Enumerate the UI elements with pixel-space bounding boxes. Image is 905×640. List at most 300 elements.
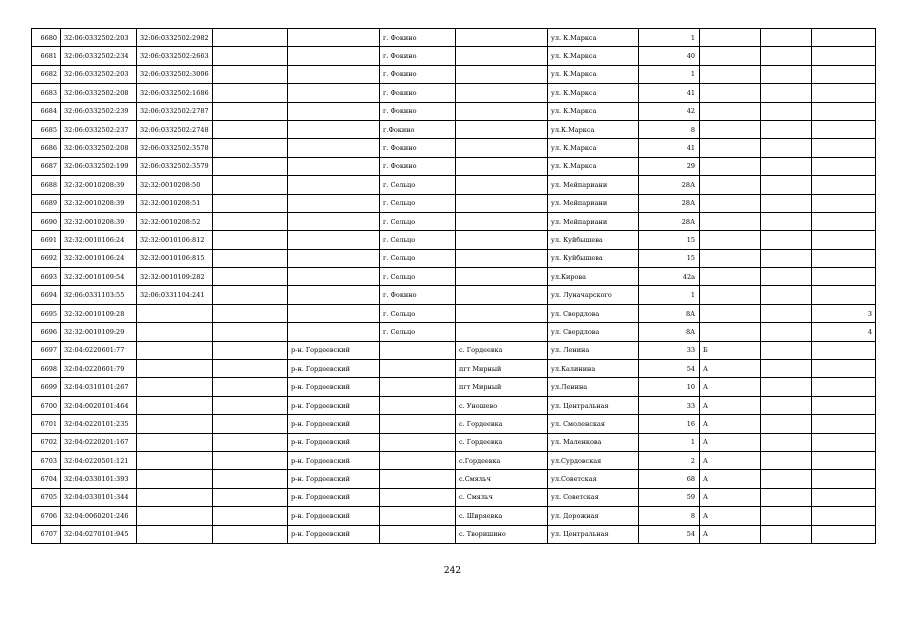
cell-city: г. Фокино: [380, 84, 456, 102]
cell-house-number: 59: [639, 488, 700, 506]
cell-sub-cadastral-number: [137, 360, 213, 378]
cell-sub-cadastral-number: 32:06:0331104:241: [137, 286, 213, 304]
cell-settlement: [456, 304, 548, 322]
cell-house-number: 1: [639, 286, 700, 304]
cell-building-letter: [700, 176, 761, 194]
cell-settlement: с. Гордеевка: [456, 415, 548, 433]
cell-settlement: с.Гордеевка: [456, 451, 548, 469]
cell-building-letter: [700, 157, 761, 175]
cell-sub-cadastral-number: 32:06:0332502:3006: [137, 65, 213, 83]
cell-sub-cadastral-number: [137, 488, 213, 506]
cell-cadastral-number: 32:04:0060201:246: [61, 507, 137, 525]
cell-sub-cadastral-number: 32:32:0010106:812: [137, 231, 213, 249]
cell-building-letter: [700, 84, 761, 102]
cell-street: ул. Свердлова: [548, 323, 639, 341]
cell-row-number: 6687: [32, 157, 61, 175]
cell-settlement: [456, 65, 548, 83]
cell-city: [380, 378, 456, 396]
cell-city: [380, 341, 456, 359]
cell-sub-cadastral-number: 32:32:0010208:50: [137, 176, 213, 194]
cell-district: [288, 84, 380, 102]
cell-sub-cadastral-number: 32:06:0332502:1686: [137, 84, 213, 102]
cell-apartment: [812, 157, 876, 175]
cell-street: ул. Куйбышева: [548, 231, 639, 249]
cell-building-letter: [700, 323, 761, 341]
cell-extra: [761, 29, 812, 47]
cell-extra: [761, 102, 812, 120]
cell-row-number: 6698: [32, 360, 61, 378]
cell-building-letter: [700, 139, 761, 157]
cell-sub-cadastral-number: 32:32:0010106:815: [137, 249, 213, 267]
cell-building-letter: [700, 65, 761, 83]
cell-region: [213, 396, 288, 414]
cell-building-letter: А: [700, 378, 761, 396]
cell-extra: [761, 139, 812, 157]
cell-street: ул. Мейпариани: [548, 176, 639, 194]
cell-cadastral-number: 32:04:0310101:267: [61, 378, 137, 396]
cell-city: г. Сельцо: [380, 323, 456, 341]
cell-district: [288, 65, 380, 83]
table-row: [32, 120, 876, 138]
cell-sub-cadastral-number: 32:32:0010208:52: [137, 212, 213, 230]
cell-settlement: пгт Мирный: [456, 360, 548, 378]
cell-building-letter: А: [700, 507, 761, 525]
cell-city: г. Сельцо: [380, 176, 456, 194]
cell-city: г. Фокино: [380, 47, 456, 65]
cell-sub-cadastral-number: [137, 304, 213, 322]
cell-cadastral-number: 32:32:0010208:39: [61, 176, 137, 194]
cell-cadastral-number: 32:04:0220601:79: [61, 360, 137, 378]
cell-city: г. Сельцо: [380, 212, 456, 230]
cell-cadastral-number: 32:04:0020101:464: [61, 396, 137, 414]
cell-row-number: 6683: [32, 84, 61, 102]
cell-row-number: 6696: [32, 323, 61, 341]
cell-house-number: 1: [639, 433, 700, 451]
cell-district: [288, 139, 380, 157]
cell-sub-cadastral-number: [137, 525, 213, 543]
cell-extra: [761, 249, 812, 267]
table-row: [32, 212, 876, 230]
cell-extra: [761, 525, 812, 543]
cell-extra: [761, 65, 812, 83]
cell-row-number: 6699: [32, 378, 61, 396]
table-row: [32, 139, 876, 157]
cell-apartment: [812, 451, 876, 469]
cell-region: [213, 341, 288, 359]
cell-district: [288, 231, 380, 249]
cell-building-letter: [700, 120, 761, 138]
cell-row-number: 6701: [32, 415, 61, 433]
cell-row-number: 6688: [32, 176, 61, 194]
table-row: [32, 488, 876, 506]
cell-sub-cadastral-number: 32:32:0010208:51: [137, 194, 213, 212]
cell-street: ул.Калинина: [548, 360, 639, 378]
cell-street: ул. Смоленская: [548, 415, 639, 433]
cell-house-number: 33: [639, 341, 700, 359]
cell-sub-cadastral-number: 32:06:0332502:2982: [137, 29, 213, 47]
cell-building-letter: [700, 29, 761, 47]
cell-street: ул. Мейпариани: [548, 212, 639, 230]
cell-district: р-н. Гордеевский: [288, 415, 380, 433]
cell-extra: [761, 268, 812, 286]
cell-apartment: [812, 286, 876, 304]
cell-cadastral-number: 32:04:0220201:167: [61, 433, 137, 451]
cell-house-number: 8А: [639, 323, 700, 341]
cell-region: [213, 102, 288, 120]
cell-building-letter: А: [700, 415, 761, 433]
cell-settlement: с.Смяльч: [456, 470, 548, 488]
cell-cadastral-number: 32:04:0220601:77: [61, 341, 137, 359]
cell-district: р-н. Гордеевский: [288, 433, 380, 451]
cell-extra: [761, 304, 812, 322]
table-row: [32, 433, 876, 451]
cell-district: [288, 323, 380, 341]
cell-apartment: [812, 194, 876, 212]
cell-apartment: [812, 102, 876, 120]
cell-settlement: [456, 120, 548, 138]
cell-house-number: 1: [639, 65, 700, 83]
cell-region: [213, 286, 288, 304]
cell-district: р-н. Гордеевский: [288, 451, 380, 469]
cell-building-letter: [700, 268, 761, 286]
cell-region: [213, 212, 288, 230]
cell-house-number: 54: [639, 360, 700, 378]
table-row: [32, 451, 876, 469]
cell-region: [213, 323, 288, 341]
cell-house-number: 8А: [639, 304, 700, 322]
cell-extra: [761, 286, 812, 304]
cell-row-number: 6680: [32, 29, 61, 47]
cell-region: [213, 47, 288, 65]
cell-apartment: [812, 470, 876, 488]
cell-apartment: [812, 47, 876, 65]
cell-region: [213, 507, 288, 525]
cell-apartment: [812, 415, 876, 433]
cell-house-number: 1: [639, 29, 700, 47]
cell-extra: [761, 212, 812, 230]
cell-street: ул. Дорожная: [548, 507, 639, 525]
cell-apartment: [812, 360, 876, 378]
cell-settlement: [456, 176, 548, 194]
cell-apartment: [812, 231, 876, 249]
table-row: [32, 360, 876, 378]
cell-house-number: 33: [639, 396, 700, 414]
cell-sub-cadastral-number: 32:06:0332502:3579: [137, 157, 213, 175]
cell-street: ул. Центральная: [548, 396, 639, 414]
cell-house-number: 16: [639, 415, 700, 433]
cell-apartment: [812, 65, 876, 83]
cell-district: [288, 176, 380, 194]
cell-row-number: 6681: [32, 47, 61, 65]
cell-settlement: с. Смяльч: [456, 488, 548, 506]
cell-house-number: 40: [639, 47, 700, 65]
cell-row-number: 6689: [32, 194, 61, 212]
cell-row-number: 6693: [32, 268, 61, 286]
cell-city: [380, 525, 456, 543]
cell-district: р-н. Гордеевский: [288, 525, 380, 543]
cell-district: р-н. Гордеевский: [288, 470, 380, 488]
cell-settlement: [456, 102, 548, 120]
cell-city: [380, 507, 456, 525]
cell-cadastral-number: 32:06:0332502:203: [61, 29, 137, 47]
cell-settlement: [456, 157, 548, 175]
cell-building-letter: [700, 286, 761, 304]
cell-district: р-н. Гордеевский: [288, 507, 380, 525]
cell-city: г. Фокино: [380, 65, 456, 83]
cell-settlement: [456, 29, 548, 47]
cell-building-letter: А: [700, 525, 761, 543]
cell-extra: [761, 341, 812, 359]
cell-street: ул. К.Маркса: [548, 102, 639, 120]
cell-city: г. Сельцо: [380, 249, 456, 267]
cell-sub-cadastral-number: [137, 341, 213, 359]
cell-house-number: 29: [639, 157, 700, 175]
cell-row-number: 6691: [32, 231, 61, 249]
cell-settlement: [456, 286, 548, 304]
cell-sub-cadastral-number: 32:32:0010109:282: [137, 268, 213, 286]
cell-extra: [761, 194, 812, 212]
cell-settlement: с. Уношево: [456, 396, 548, 414]
cell-house-number: 41: [639, 139, 700, 157]
cell-house-number: 15: [639, 231, 700, 249]
cell-cadastral-number: 32:32:0010208:39: [61, 194, 137, 212]
table-row: [32, 525, 876, 543]
cell-cadastral-number: 32:32:0010106:24: [61, 231, 137, 249]
cell-region: [213, 120, 288, 138]
cell-sub-cadastral-number: [137, 415, 213, 433]
cell-district: [288, 304, 380, 322]
cell-building-letter: [700, 212, 761, 230]
cell-apartment: [812, 176, 876, 194]
cell-cadastral-number: 32:06:0332502:208: [61, 84, 137, 102]
table-row: [32, 176, 876, 194]
cell-house-number: 42а: [639, 268, 700, 286]
table-row: [32, 415, 876, 433]
cell-settlement: с. Творишино: [456, 525, 548, 543]
table-row: [32, 29, 876, 47]
cell-sub-cadastral-number: [137, 396, 213, 414]
cell-district: [288, 249, 380, 267]
cell-apartment: [812, 341, 876, 359]
cell-building-letter: [700, 194, 761, 212]
cell-city: [380, 360, 456, 378]
cell-apartment: [812, 507, 876, 525]
cell-building-letter: [700, 102, 761, 120]
cell-sub-cadastral-number: 32:06:0332502:2663: [137, 47, 213, 65]
table-row: [32, 304, 876, 322]
cell-region: [213, 525, 288, 543]
cell-extra: [761, 120, 812, 138]
cell-city: г. Фокино: [380, 29, 456, 47]
table-row: [32, 323, 876, 341]
cell-district: р-н. Гордеевский: [288, 341, 380, 359]
cell-building-letter: [700, 249, 761, 267]
cell-street: ул. К.Маркса: [548, 65, 639, 83]
cell-apartment: [812, 268, 876, 286]
cell-house-number: 8: [639, 507, 700, 525]
cell-city: [380, 470, 456, 488]
cell-cadastral-number: 32:06:0332502:239: [61, 102, 137, 120]
cell-region: [213, 29, 288, 47]
cell-house-number: 2: [639, 451, 700, 469]
cell-extra: [761, 451, 812, 469]
cell-building-letter: А: [700, 488, 761, 506]
cell-city: г. Фокино: [380, 139, 456, 157]
cell-apartment: [812, 525, 876, 543]
cell-row-number: 6692: [32, 249, 61, 267]
cell-region: [213, 451, 288, 469]
cell-cadastral-number: 32:04:0330101:393: [61, 470, 137, 488]
cell-city: г.Фокино: [380, 120, 456, 138]
cell-row-number: 6682: [32, 65, 61, 83]
cell-sub-cadastral-number: 32:06:0332502:2748: [137, 120, 213, 138]
cell-settlement: [456, 194, 548, 212]
cell-city: г. Фокино: [380, 102, 456, 120]
cell-extra: [761, 396, 812, 414]
cell-region: [213, 470, 288, 488]
cell-street: ул. Ленина: [548, 341, 639, 359]
cell-street: ул.Кирова: [548, 268, 639, 286]
cell-district: р-н. Гордеевский: [288, 396, 380, 414]
cell-extra: [761, 84, 812, 102]
cell-region: [213, 231, 288, 249]
cell-region: [213, 360, 288, 378]
cell-cadastral-number: 32:04:0220501:121: [61, 451, 137, 469]
cell-region: [213, 488, 288, 506]
cell-cadastral-number: 32:06:0332502:203: [61, 65, 137, 83]
cell-region: [213, 84, 288, 102]
cell-house-number: 28А: [639, 176, 700, 194]
cell-apartment: [812, 396, 876, 414]
cell-city: [380, 396, 456, 414]
cell-settlement: [456, 84, 548, 102]
cell-district: [288, 102, 380, 120]
cell-region: [213, 304, 288, 322]
cell-apartment: [812, 212, 876, 230]
cell-house-number: 10: [639, 378, 700, 396]
table-row: [32, 470, 876, 488]
cell-city: г. Сельцо: [380, 304, 456, 322]
cell-row-number: 6700: [32, 396, 61, 414]
cell-region: [213, 65, 288, 83]
cell-district: [288, 157, 380, 175]
cell-house-number: 28А: [639, 194, 700, 212]
cell-street: ул.Советская: [548, 470, 639, 488]
cell-apartment: [812, 120, 876, 138]
cell-apartment: 4: [812, 323, 876, 341]
cell-extra: [761, 360, 812, 378]
cell-row-number: 6697: [32, 341, 61, 359]
cell-extra: [761, 488, 812, 506]
cell-row-number: 6707: [32, 525, 61, 543]
table-row: [32, 286, 876, 304]
cell-row-number: 6684: [32, 102, 61, 120]
cell-street: ул. Луначарского: [548, 286, 639, 304]
cell-extra: [761, 378, 812, 396]
table-row: [32, 378, 876, 396]
cell-sub-cadastral-number: [137, 451, 213, 469]
table-row: [32, 268, 876, 286]
cell-settlement: [456, 249, 548, 267]
cell-building-letter: [700, 304, 761, 322]
cell-settlement: [456, 212, 548, 230]
cell-house-number: 28А: [639, 212, 700, 230]
table-row: [32, 102, 876, 120]
cell-city: г. Сельцо: [380, 194, 456, 212]
cell-apartment: [812, 84, 876, 102]
registry-table: [31, 28, 876, 544]
cell-sub-cadastral-number: [137, 470, 213, 488]
cell-district: [288, 120, 380, 138]
cell-house-number: 8: [639, 120, 700, 138]
table-row: [32, 396, 876, 414]
cell-district: р-н. Гордеевский: [288, 378, 380, 396]
cell-street: ул.Сурдовская: [548, 451, 639, 469]
cell-apartment: [812, 29, 876, 47]
cell-building-letter: А: [700, 470, 761, 488]
cell-building-letter: А: [700, 396, 761, 414]
cell-sub-cadastral-number: 32:06:0332502:2787: [137, 102, 213, 120]
cell-row-number: 6686: [32, 139, 61, 157]
table-row: [32, 157, 876, 175]
cell-cadastral-number: 32:06:0332502:199: [61, 157, 137, 175]
table-row: [32, 65, 876, 83]
table-row: [32, 341, 876, 359]
cell-settlement: с. Ширяевка: [456, 507, 548, 525]
cell-house-number: 41: [639, 84, 700, 102]
cell-city: [380, 488, 456, 506]
cell-city: [380, 451, 456, 469]
cell-cadastral-number: 32:06:0332502:237: [61, 120, 137, 138]
cell-row-number: 6685: [32, 120, 61, 138]
cell-settlement: [456, 139, 548, 157]
cell-cadastral-number: 32:32:0010109:54: [61, 268, 137, 286]
cell-row-number: 6702: [32, 433, 61, 451]
cell-city: г. Сельцо: [380, 231, 456, 249]
cell-cadastral-number: 32:04:0220101:235: [61, 415, 137, 433]
cell-region: [213, 378, 288, 396]
cell-settlement: [456, 323, 548, 341]
cell-settlement: [456, 47, 548, 65]
cell-city: г. Фокино: [380, 157, 456, 175]
cell-apartment: [812, 249, 876, 267]
cell-building-letter: А: [700, 433, 761, 451]
table-row: [32, 231, 876, 249]
cell-district: [288, 212, 380, 230]
cell-district: р-н. Гордеевский: [288, 360, 380, 378]
cell-apartment: [812, 488, 876, 506]
cell-district: р-н. Гордеевский: [288, 488, 380, 506]
cell-district: [288, 194, 380, 212]
cell-extra: [761, 415, 812, 433]
cell-extra: [761, 323, 812, 341]
cell-street: ул. Свердлова: [548, 304, 639, 322]
cell-city: [380, 415, 456, 433]
table-row: [32, 507, 876, 525]
table-row: [32, 249, 876, 267]
cell-cadastral-number: 32:06:0332502:208: [61, 139, 137, 157]
cell-row-number: 6695: [32, 304, 61, 322]
cell-street: ул. Советская: [548, 488, 639, 506]
cell-cadastral-number: 32:06:0332502:234: [61, 47, 137, 65]
cell-district: [288, 29, 380, 47]
cell-cadastral-number: 32:32:0010109:29: [61, 323, 137, 341]
cell-street: ул.К.Маркса: [548, 120, 639, 138]
cell-settlement: пгт Мирный: [456, 378, 548, 396]
cell-settlement: [456, 268, 548, 286]
cell-apartment: 3: [812, 304, 876, 322]
cell-row-number: 6706: [32, 507, 61, 525]
